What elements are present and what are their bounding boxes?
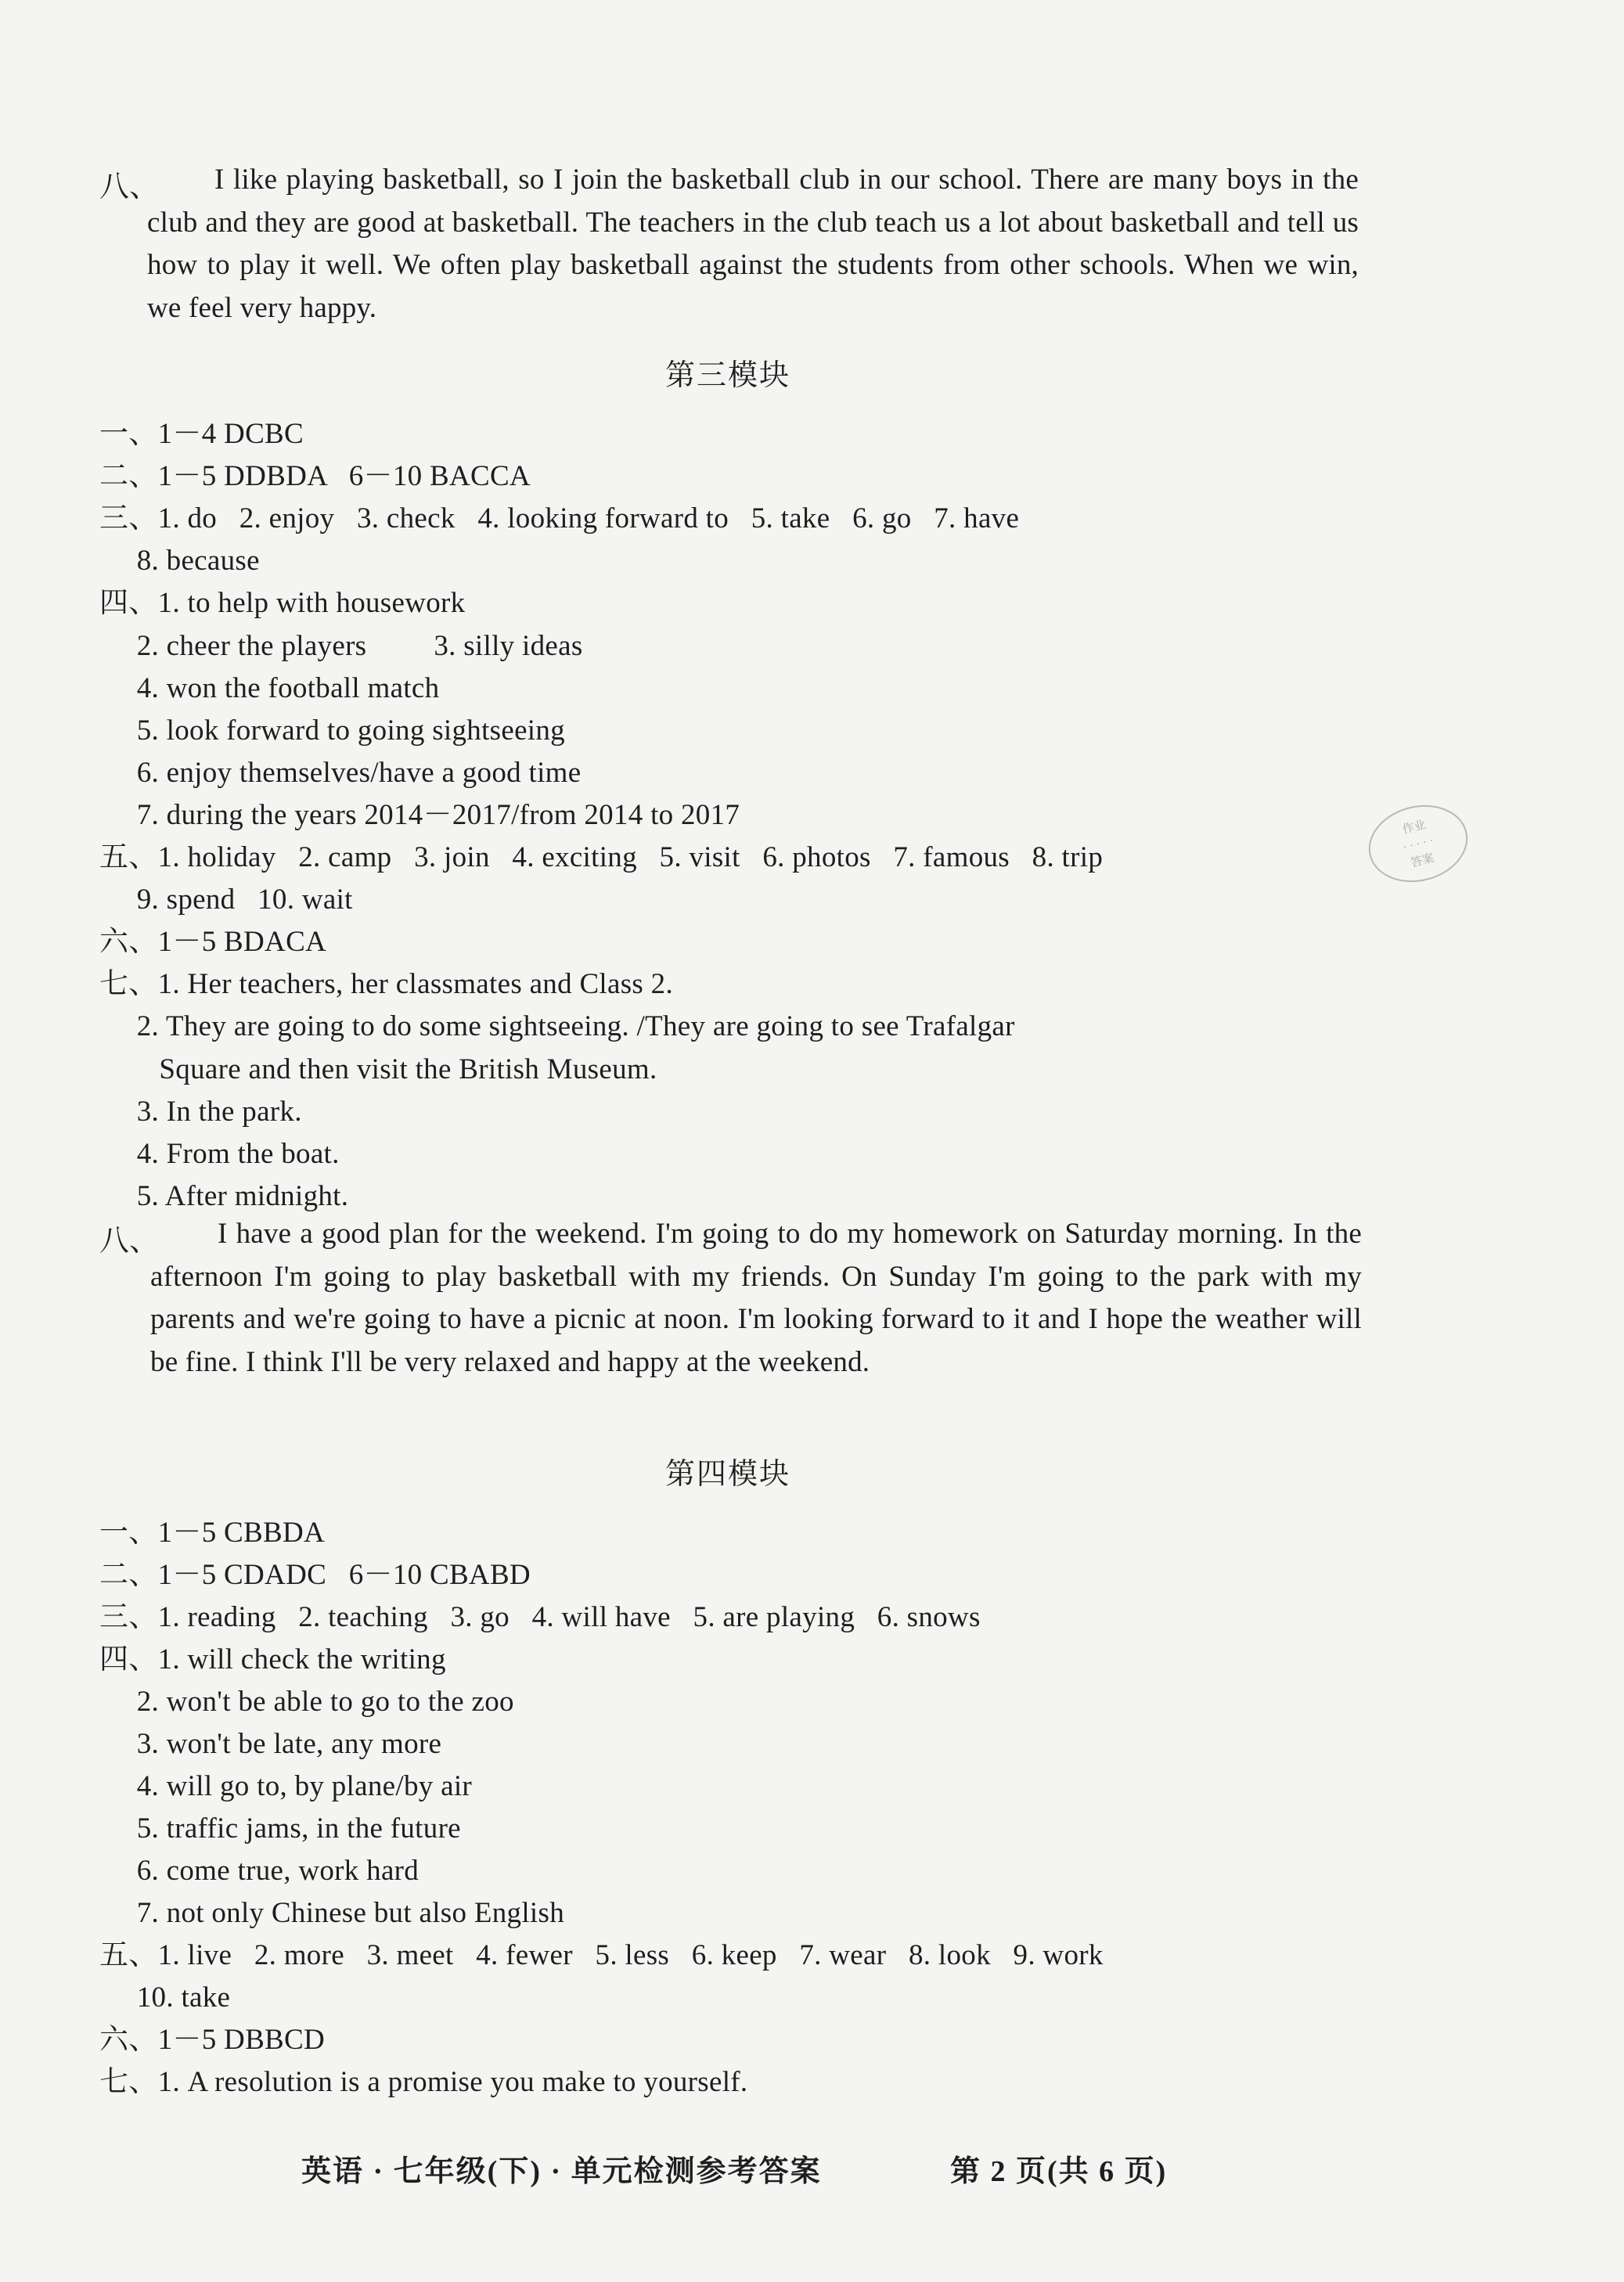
- essay-body: I like playing basketball, so I join the basketball club in our school. There are many boys in the club and they are good at basketball. The teachers in the club teach us a lot about basketball and tell us how to play it well. We often play basketball against the students from other schools. When we win, we feel very happy.: [147, 164, 1359, 324]
- module3-essay-marker: 八、: [99, 1225, 160, 1258]
- module4-answer-line: 4. will go to, by plane/by air: [99, 1770, 473, 1802]
- module4-answer-line: 10. take: [99, 1981, 231, 2014]
- module3-answer-line: 6. enjoy themselves/have a good time: [99, 756, 582, 789]
- module3-answer-line: 二、1－5 DDBDA 6－10 BACCA: [99, 460, 531, 493]
- module3-answer-line: 三、1. do 2. enjoy 3. check 4. looking forward to 5. take 6. go 7. have: [99, 502, 1020, 535]
- module3-answer-line: 一、1－4 DCBC: [99, 418, 304, 450]
- module4-answer-line: 六、1－5 DBBCD: [99, 2024, 326, 2056]
- module3-answer-line: 2. cheer the players 3. silly ideas: [99, 629, 583, 662]
- module3-answer-line: 9. spend 10. wait: [99, 884, 353, 916]
- module4-answer-line: 3. won't be late, any more: [99, 1728, 442, 1760]
- footer-page-number: 第 2 页(共 6 页): [950, 2155, 1168, 2188]
- module4-answer-line: 6. come true, work hard: [99, 1855, 420, 1887]
- module3-essay-body: I have a good plan for the weekend. I'm going to do my homework on Saturday morning. In the afternoon I'm going to play basketball with my friends. On Sunday I'm going to the park with my parents and we're going to have a picnic at noon. I'm looking forward to it and I hope the weather will be fine. I think I'll be very relaxed and happy at the weekend.: [150, 1218, 1362, 1378]
- module3-answer-line: 3. In the park.: [99, 1095, 302, 1128]
- module4-answer-line: 二、1－5 CDADC 6－10 CBABD: [99, 1559, 531, 1591]
- module3-answer-line: 六、1－5 BDACA: [99, 926, 327, 959]
- module4-answer-line: 5. traffic jams, in the future: [99, 1812, 461, 1845]
- module4-title: 第四模块: [664, 1458, 790, 1491]
- module3-answer-line: 4. From the boat.: [99, 1137, 340, 1170]
- module3-answer-line: 5. look forward to going sightseeing: [99, 714, 565, 747]
- module4-answer-line: 7. not only Chinese but also English: [99, 1897, 565, 1929]
- module4-answer-line: 四、1. will check the writing: [99, 1643, 446, 1676]
- watermark-stamp: 作业 · · · · · 答案: [1360, 795, 1475, 892]
- module3-answer-line: 2. They are going to do some sightseeing. /They are going to see Trafalgar: [99, 1010, 1015, 1043]
- essay-marker: 八、: [99, 171, 160, 203]
- footer-title: 英语 · 七年级(下) · 单元检测参考答案: [301, 2155, 822, 2188]
- module3-title: 第三模块: [664, 359, 790, 392]
- module3-answer-line: Square and then visit the British Museum.: [99, 1053, 657, 1085]
- module4-answer-line: 三、1. reading 2. teaching 3. go 4. will have 5. are playing 6. snows: [99, 1601, 981, 1633]
- module4-answer-line: 一、1－5 CBBDA: [99, 1517, 326, 1549]
- module4-answer-line: 七、1. A resolution is a promise you make to yourself.: [99, 2066, 748, 2098]
- module3-answer-line: 4. won the football match: [99, 671, 440, 704]
- module3-answer-line: 四、1. to help with housework: [99, 587, 466, 620]
- module4-answer-line: 五、1. live 2. more 3. meet 4. fewer 5. less 6. keep 7. wear 8. look 9. work: [99, 1939, 1104, 1971]
- module4-answer-line: 2. won't be able to go to the zoo: [99, 1686, 514, 1718]
- module3-essay: [150, 1213, 1362, 1384]
- module3-answer-line: 5. After midnight.: [99, 1179, 349, 1212]
- module3-answer-line: 七、1. Her teachers, her classmates and Class 2.: [99, 968, 674, 1001]
- essay-text: [147, 159, 1359, 329]
- module3-answer-line: 7. during the years 2014－2017/from 2014 to 2017: [99, 798, 740, 831]
- module3-answer-line: 五、1. holiday 2. camp 3. join 4. exciting 5. visit 6. photos 7. famous 8. trip: [99, 841, 1104, 873]
- module3-answer-line: 8. because: [99, 545, 260, 578]
